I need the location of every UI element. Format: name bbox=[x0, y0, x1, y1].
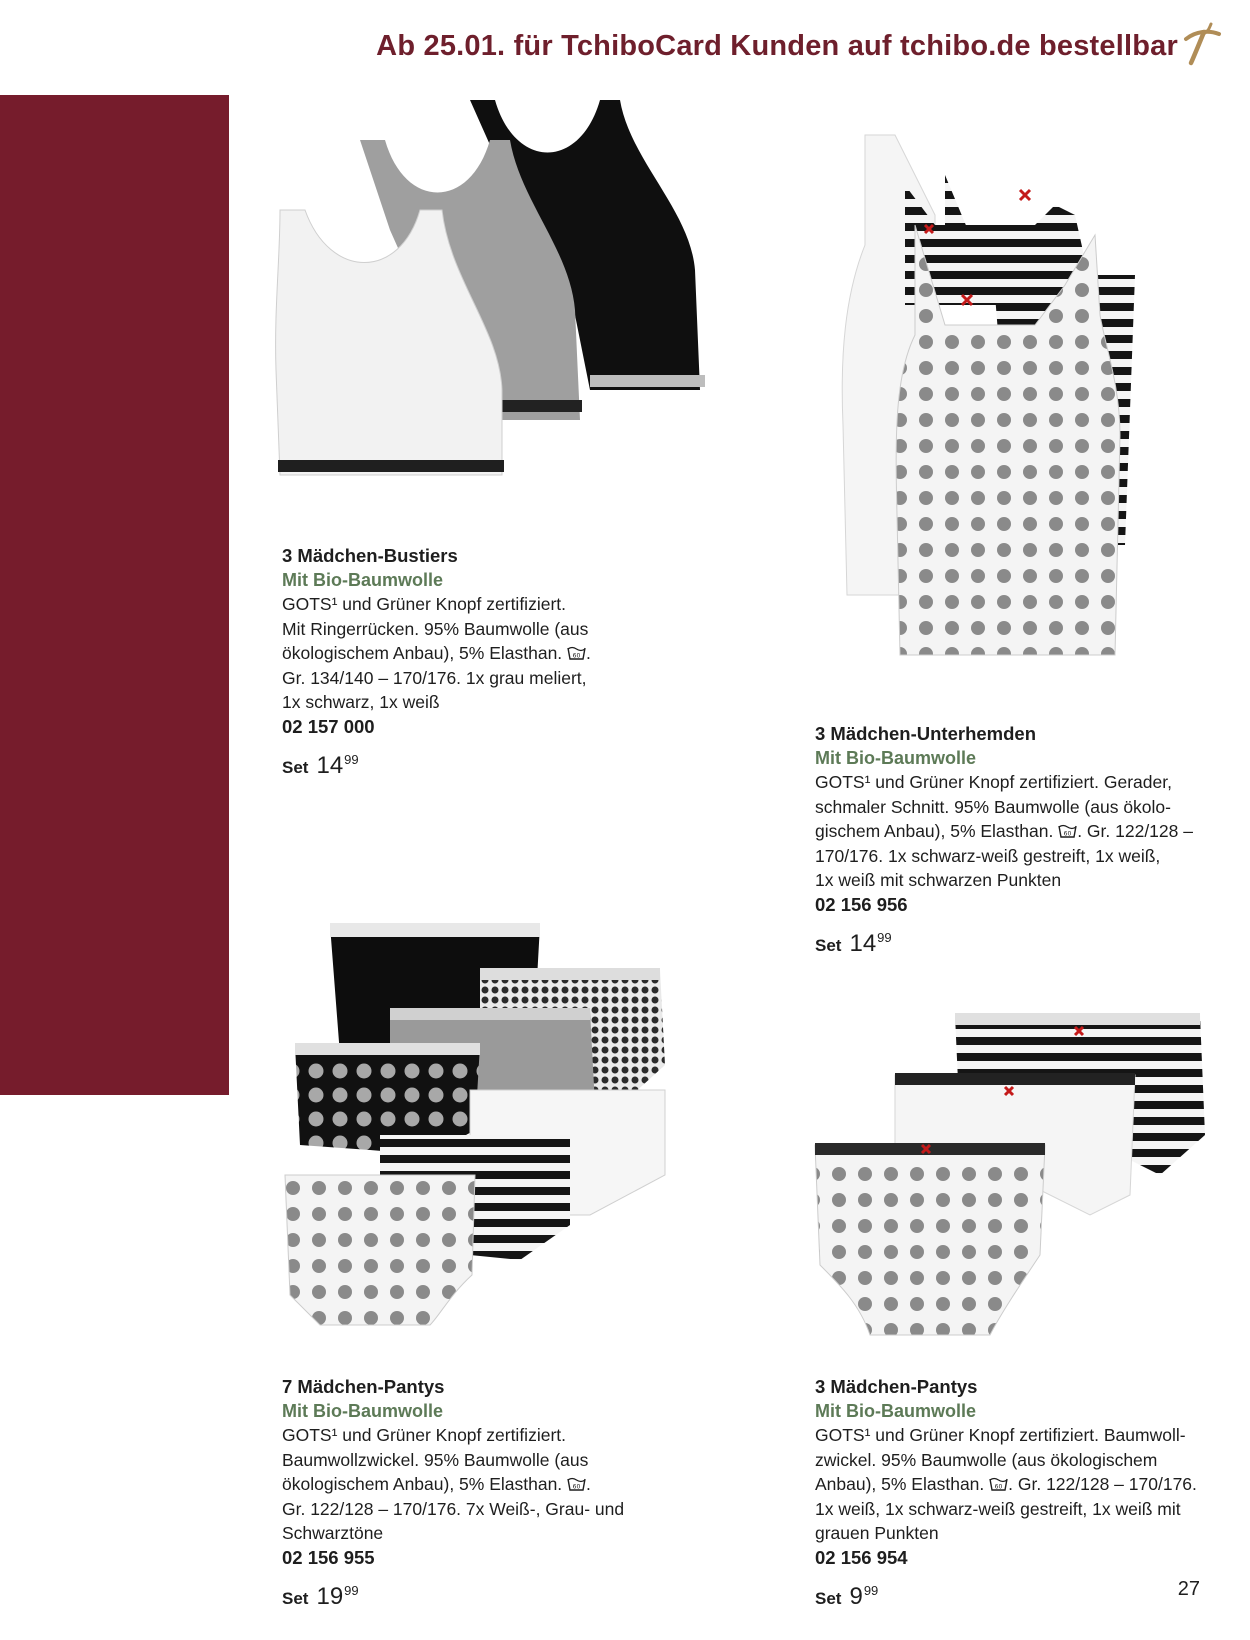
product-subtitle: Mit Bio-Baumwolle bbox=[815, 1401, 976, 1421]
product-bustiers bbox=[282, 544, 702, 784]
product-subtitle: Mit Bio-Baumwolle bbox=[815, 748, 976, 768]
product-description: GOTS¹ und Grüner Knopf zertifiziert. Mit Ringerrücken. 95% Baumwolle (aus ökologischem Anbau), 5% Elasthan. 60 . Gr. 134/140 – 170/176. 1x grau meliert, 1x schwarz, 1x weiß bbox=[282, 594, 591, 712]
product-pantys-7 bbox=[282, 1375, 702, 1615]
article-number: 02 156 955 bbox=[282, 1546, 375, 1568]
article-number: 02 156 956 bbox=[815, 893, 908, 915]
price: Set $14^{99}$ bbox=[815, 929, 892, 957]
product-title: 3 Mädchen-Pantys bbox=[815, 1376, 978, 1397]
header-banner: Ab 25.01. für TchiboCard Kunden auf tchibo.de bestellbar bbox=[376, 30, 1178, 62]
product-title: 3 Mädchen-Unterhemden bbox=[815, 723, 1037, 744]
svg-text:60: 60 bbox=[572, 1483, 581, 1491]
article-number: 02 157 000 bbox=[282, 715, 375, 737]
product-subtitle: Mit Bio-Baumwolle bbox=[282, 1401, 443, 1421]
product-title: 7 Mädchen-Pantys bbox=[282, 1376, 445, 1397]
product-description: GOTS¹ und Grüner Knopf zertifiziert. Baumwoll- zwickel. 95% Baumwolle (aus ökologischem Anbau), 5% Elasthan. 60 . Gr. 122/128 – 170/176. 1x weiß, 1x schwarz-weiß gestreift, 1x weiß mit grauen Punkten bbox=[815, 1425, 1197, 1543]
wash-60-icon bbox=[1058, 824, 1077, 838]
page-number: 27 bbox=[1177, 1578, 1200, 1600]
wash-60-icon bbox=[567, 646, 586, 660]
bustiers-image bbox=[270, 90, 750, 510]
price: Set $14^{99}$ bbox=[282, 751, 359, 779]
product-pantys-3 bbox=[815, 1375, 1215, 1615]
product-description: GOTS¹ und Grüner Knopf zertifiziert. Gerader, schmaler Schnitt. 95% Baumwolle (aus ökolo- gischem Anbau), 5% Elasthan. 60 . Gr. 122/128 – 170/176. 1x schwarz-weiß gestreift, 1x weiß, 1x weiß mit schwarzen Punkten bbox=[815, 772, 1193, 890]
pantys-7-image bbox=[280, 915, 700, 1335]
accent-bar bbox=[0, 95, 229, 1095]
unterhemden-image bbox=[835, 95, 1145, 675]
tchibo-t-logo bbox=[1182, 22, 1222, 66]
wash-60-icon bbox=[567, 1477, 586, 1491]
svg-text:60: 60 bbox=[1063, 830, 1072, 838]
price: Set $9^{99}$ bbox=[815, 1582, 879, 1610]
svg-text:60: 60 bbox=[994, 1483, 1003, 1491]
product-description: GOTS¹ und Grüner Knopf zertifiziert. Baumwollzwickel. 95% Baumwolle (aus ökologischem Anbau), 5% Elasthan. 60 . Gr. 122/128 – 170/176. 7x Weiß-, Grau- und Schwarztöne bbox=[282, 1425, 625, 1543]
article-number: 02 156 954 bbox=[815, 1546, 908, 1568]
price: Set $19^{99}$ bbox=[282, 1582, 359, 1610]
pantys-3-image bbox=[800, 1005, 1210, 1345]
product-unterhemden bbox=[815, 722, 1215, 962]
product-subtitle: Mit Bio-Baumwolle bbox=[282, 570, 443, 590]
svg-text:60: 60 bbox=[572, 652, 581, 660]
product-title: 3 Mädchen-Bustiers bbox=[282, 545, 458, 566]
wash-60-icon bbox=[989, 1477, 1008, 1491]
